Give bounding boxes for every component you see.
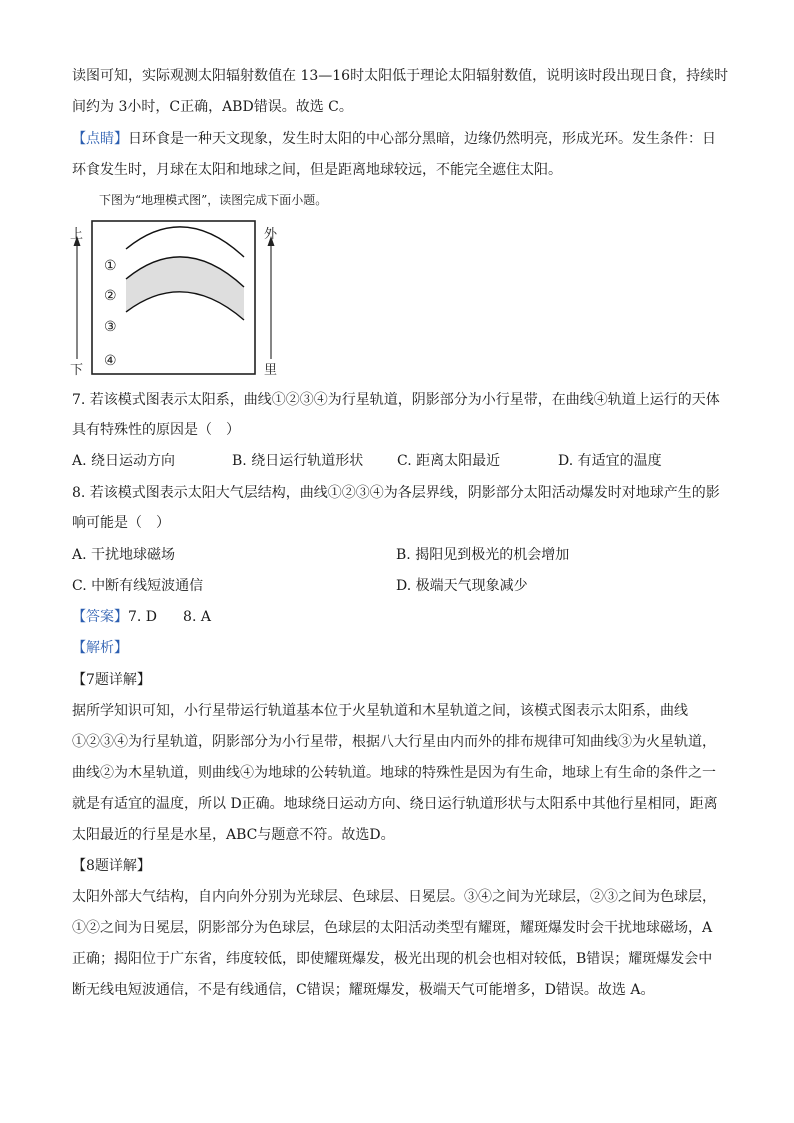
detail8-line-1: 太阳外部大气结构，自内向外分别为光球层、色球层、日冕层。③④之间为光球层，②③之间为色球层， [72,889,716,905]
q7-option-c: C. 距离太阳最近 [397,453,501,469]
detail7-line-1: 据所学知识可知，小行星带运行轨道基本位于火星轨道和木星轨道之间，该模式图表示太阳系，曲线 [72,703,688,719]
label-li: 里 [264,363,278,378]
detail7-title: 【7题详解】 [72,672,151,688]
curve-label-4: ④ [104,353,117,369]
dianjing-text-1: 日环食是一种天文现象，发生时太阳的中心部分黑暗，边缘仍然明亮，形成光环。发生条件：日 [128,131,716,147]
q8-stem-line-2: 响可能是（ ） [72,515,170,531]
detail8-title: 【8题详解】 [72,858,151,874]
q7-option-d: D. 有适宜的温度 [558,453,662,469]
answer-8: 8. A [183,609,211,625]
answer-line [72,607,211,627]
geographic-model-figure [64,216,284,380]
label-wai: 外 [264,227,278,242]
analysis-tag: 【解析】 [72,640,128,656]
curve-1 [126,227,244,257]
label-xia: 下 [70,363,84,378]
dianjing-line-2: 环食发生时，月球在太阳和地球之间，但是距离地球较远，不能完全遮住太阳。 [72,162,562,178]
q7-option-a: A. 绕日运动方向 [72,453,176,469]
curve-label-2: ② [104,288,117,304]
q7-stem-line-1: 7. 若该模式图表示太阳系，曲线①②③④为行星轨道，阴影部分为小行星带，在曲线④轨道上运行的天体 [72,392,720,408]
figure-caption: 下图为“地理模式图”，读图完成下面小题。 [99,193,328,207]
detail8-line-3: 正确；揭阳位于广东省，纬度较低，即使耀斑爆发，极光出现的机会也相对较低，B错误；耀斑爆发会中 [72,951,713,967]
q7-options [72,451,752,471]
dianjing-line-1 [72,129,716,149]
detail8-line-2: ①②之间为日冕层，阴影部分为色球层，色球层的太阳活动类型有耀斑，耀斑爆发时会干扰地球磁场，A [72,920,713,936]
q7-option-b: B. 绕日运行轨道形状 [232,453,364,469]
answer-tag: 【答案】 [72,609,128,625]
q8-options-row-1 [72,545,752,565]
detail7-line-2: ①②③④为行星轨道，阴影部分为小行星带，根据八大行星由内而外的排布规律可知曲线③为火星轨道， [72,734,716,750]
q8-option-c: C. 中断有线短波通信 [72,578,204,594]
q8-option-d: D. 极端天气现象减少 [396,578,528,594]
q8-options-row-2 [72,576,752,596]
q8-stem-line-1: 8. 若该模式图表示太阳大气层结构，曲线①②③④为各层界线，阴影部分太阳活动爆发时对地球产生的影 [72,485,720,501]
detail8-line-4: 断无线电短波通信，不是有线通信，C错误；耀斑爆发，极端天气可能增多，D错误。故选 A。 [72,982,655,998]
q8-option-a: A. 干扰地球磁场 [72,547,176,563]
curve-label-1: ① [104,258,117,274]
detail7-line-4: 就是有适宜的温度，所以 D正确。地球绕日运动方向、绕日运行轨道形状与太阳系中其他行星相同，距离 [72,796,718,812]
detail7-line-3: 曲线②为木星轨道，则曲线④为地球的公转轨道。地球的特殊性是因为有生命，地球上有生命的条件之一 [72,765,716,781]
prev-explanation-line-2: 间约为 3小时，C正确，ABD错误。故选 C。 [72,99,353,115]
q7-stem-line-2: 具有特殊性的原因是（ ） [72,422,240,438]
detail7-line-5: 太阳最近的行星是水星，ABC与题意不符。故选D。 [72,827,395,843]
label-shang: 上 [70,227,84,242]
curve-label-3: ③ [104,319,117,335]
dianjing-tag: 【点睛】 [72,131,128,147]
prev-explanation-line-1: 读图可知，实际观测太阳辐射数值在 13—16时太阳低于理论太阳辐射数值，说明该时段出现日食，持续时 [72,68,729,84]
q8-option-b: B. 揭阳见到极光的机会增加 [396,547,570,563]
answer-7: 7. D [128,609,158,625]
